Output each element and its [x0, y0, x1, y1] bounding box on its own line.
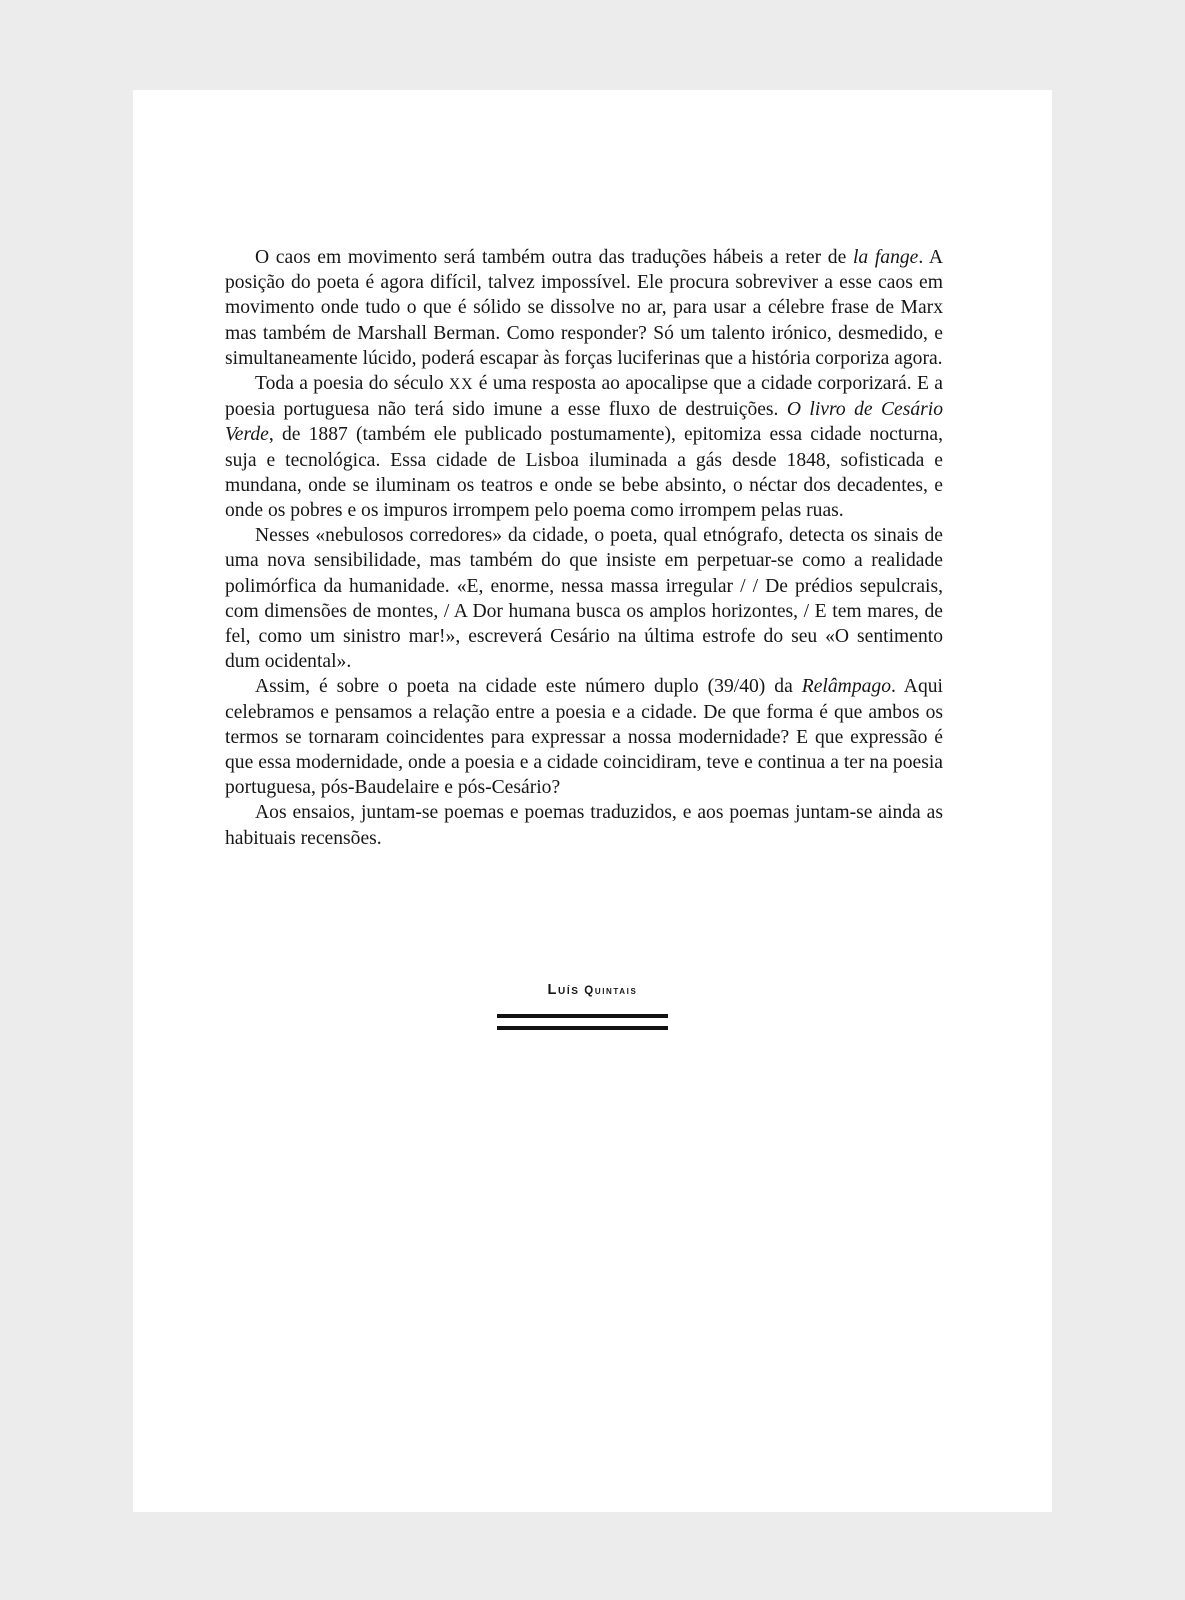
paragraph-2 — [225, 371, 943, 523]
italic-book-title: O livro de Cesário Verde — [225, 399, 944, 446]
decorative-rule-bottom — [497, 1026, 668, 1030]
author-last-name: Quintais — [584, 985, 638, 997]
text-run: Toda a poesia do século — [255, 373, 450, 395]
paragraph-4 — [225, 674, 943, 800]
text-run: O caos em movimento será também outra das traduções hábeis a reter de — [255, 247, 853, 268]
italic-magazine-title: Relâmpago — [801, 676, 892, 698]
decorative-rule-top — [497, 1014, 668, 1018]
text-run: Aos ensaios, juntam-se poemas e poemas traduzidos, e aos poemas juntam-se ainda as habituais recensões. — [225, 802, 943, 849]
paragraph-3 — [225, 523, 943, 674]
text-run: , de 1887 (também ele publicado postumamente), epitomiza essa cidade nocturna, suja e tecnológica. Essa cidade de Lisboa iluminada a gás desde 1848, sofisticada e mundana, onde se iluminam os teatros e onde se bebe absinto, o néctar dos decadentes, e onde os pobres e os impuros irrompem pelo poema como irrompem pelas ruas. — [225, 424, 943, 522]
text-run: é uma resposta ao apocalipse que a cidade corporizará. E a poesia portuguesa não terá sido imune a esse fluxo de destruições. — [225, 373, 943, 421]
author-signature — [133, 982, 1052, 998]
italic-term-la-fange: la fange — [852, 247, 919, 268]
document-page — [133, 90, 1052, 1512]
roman-numeral-century: XX — [449, 376, 474, 394]
author-first-name: Luís — [547, 982, 580, 998]
paragraph-5 — [225, 800, 943, 850]
paragraph-1 — [225, 245, 943, 371]
text-run: . A posição do poeta é agora difícil, talvez impossível. Ele procura sobreviver a esse caos em movimento onde tudo o que é sólido se dissolve no ar, para usar a célebre frase de Marx mas também de Marshall Berman. Como responder? Só um talento irónico, desmedido, e simultaneamente lúcido, poderá escapar às forças luciferinas que a história corporiza agora. — [225, 247, 943, 369]
text-run: Assim, é sobre o poeta na cidade este número duplo (39/40) da — [255, 676, 802, 698]
text-run: Nesses «nebulosos corredores» da cidade, o poeta, qual etnógrafo, detecta os sinais de uma nova sensibilidade, mas também do que insiste em perpetuar-se como a realidade polimórfica da humanidade. «E, enorme, nessa massa irregular / / De prédios sepulcrais, com dimensões de montes, / A Dor humana busca os amplos horizontes, / E tem mares, de fel, como um sinistro mar!», escreverá Cesário na última estrofe do seu «O sentimento dum ocidental». — [225, 525, 943, 673]
body-text — [225, 245, 943, 851]
text-run: . Aqui celebramos e pensamos a relação entre a poesia e a cidade. De que forma é que ambos os termos se tornaram coincidentes para expressar a nossa modernidade? E que expressão é que essa modernidade, onde a poesia e a cidade coincidiram, teve e continua a ter na poesia portuguesa, pós-Baudelaire e pós-Cesário? — [225, 676, 943, 799]
